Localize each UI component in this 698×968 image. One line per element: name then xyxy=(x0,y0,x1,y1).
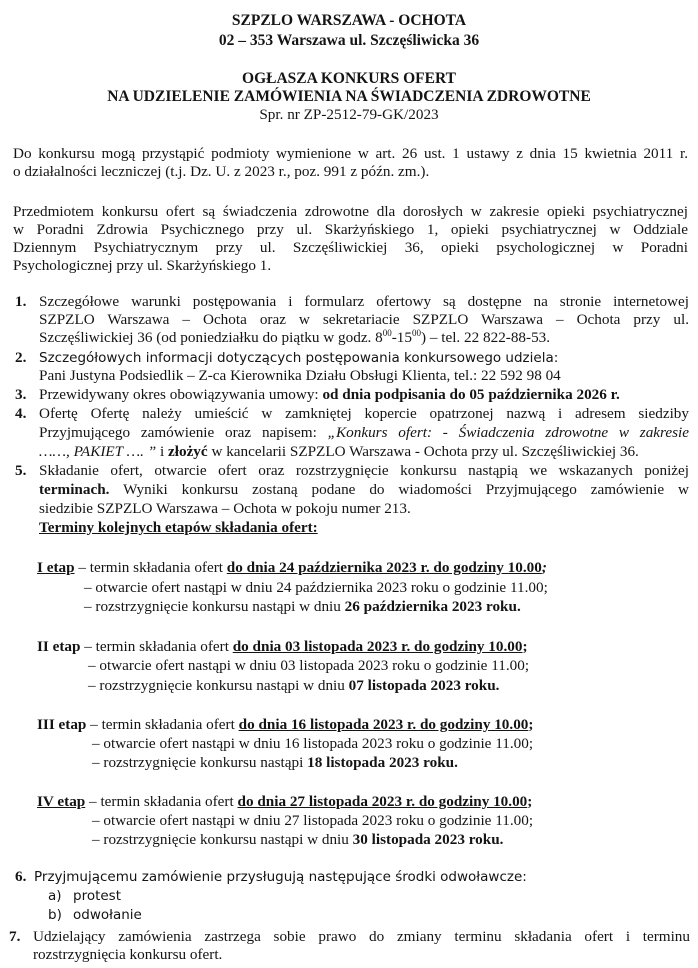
results-text: Wyniki konkursu zostaną podane do wiadomości Przyjmującego zamówienie w xyxy=(109,481,689,498)
stage-punct: ; xyxy=(527,793,533,810)
hours-text: Szczęśliwickiej 36 (od poniedziałku do piątku w godz. 8 xyxy=(39,329,383,346)
stage-text: – rozstrzygnięcie konkursu nastąpi xyxy=(92,754,308,771)
stage-2-opening: – otwarcie ofert nastąpi w dniu 03 listopada 2023 roku o godzinie 11.00; xyxy=(88,657,530,674)
stage-result-date: 26 października 2023 roku. xyxy=(344,598,521,615)
stage-4-result xyxy=(92,831,503,849)
stage-3-result xyxy=(92,754,458,772)
intro-line: o działalności leczniczej (t.j. Dz. U. z 2023 r., poz. 991 z późn. zm.). xyxy=(13,163,430,180)
stage-tag: III etap xyxy=(37,716,87,733)
contract-period-label: Przewidywany okres obowiązywania umowy: xyxy=(39,386,323,403)
remedy-label: a) xyxy=(48,888,62,904)
phone-text: ) – tel. 22 822-88-53. xyxy=(421,329,551,346)
stage-text: – termin składania ofert xyxy=(85,793,238,810)
org-address: 02 – 353 Warszawa ul. Szczęśliwicka 36 xyxy=(218,32,480,49)
stage-result-date: 30 listopada 2023 roku. xyxy=(352,831,504,848)
announcement-title: OGŁASZA KONKURS OFERT xyxy=(242,70,456,87)
announcement-subtitle: NA UDZIELENIE ZAMÓWIENIA NA ŚWIADCZENIA ZDROWOTNE xyxy=(107,88,591,105)
subject-line: Dziennym Psychiatrycznym przy ul. Szczęśliwickiej 36, opieki psychologicznej w Poradni xyxy=(13,239,688,256)
stage-2-result xyxy=(88,677,499,695)
item-line: Szczegółowych informacji dotyczących postępowania konkursowego udziela: xyxy=(39,350,559,366)
item-line xyxy=(39,443,689,461)
hours-sup: 00 xyxy=(382,327,392,338)
remedy-item: odwołanie xyxy=(73,907,142,923)
subject-line: w Poradni Zdrowia Psychicznego przy ul. Skarżyńskiego 1, opieki psychiatrycznej w Oddziale xyxy=(13,221,688,238)
stage-tag: IV etap xyxy=(37,793,86,810)
contract-period-value: od dnia podpisania do 05 października 2026 r. xyxy=(322,386,620,403)
stage-text: – rozstrzygnięcie konkursu nastąpi w dniu xyxy=(84,598,345,615)
item-line: Ofertę Ofertę należy umieścić w zamkniętej kopercie opatrzonej nazwą i adresem siedziby xyxy=(39,405,689,422)
hours-sup: 00 xyxy=(412,327,421,338)
stage-1-opening: – otwarcie ofert nastąpi w dniu 24 października 2023 roku o godzinie 11.00; xyxy=(84,579,548,596)
stage-deadline: do dnia 24 października 2023 r. do godziny 10.00 xyxy=(226,559,542,576)
remedy-item: protest xyxy=(73,888,122,904)
stage-punct: ; xyxy=(541,559,547,576)
stage-4-deadline xyxy=(37,793,532,811)
hours-text: -15 xyxy=(391,329,412,346)
subject-line: Przedmiotem konkursu ofert są świadczenia zdrowotne dla dorosłych w zakresie opieki psychiatrycznej xyxy=(13,203,688,220)
remedy-label: b) xyxy=(48,907,62,923)
reference-number: Spr. nr ZP-2512-79-GK/2023 xyxy=(259,106,439,123)
stage-text: – termin składania ofert xyxy=(86,716,239,733)
stage-result-date: 18 listopada 2023 roku. xyxy=(307,754,458,771)
stage-1-deadline xyxy=(37,559,547,577)
stage-1-result xyxy=(84,598,521,616)
stage-text: – rozstrzygnięcie konkursu nastąpi w dniu xyxy=(88,677,349,694)
envelope-text: Przyjmującego zamówienie oraz napisem: xyxy=(39,424,328,441)
item-number: 2. xyxy=(15,349,27,366)
stage-tag: I etap xyxy=(37,559,75,576)
envelope-label: „Konkurs ofert: - Świadczenia zdrowotne w zakresie xyxy=(327,424,689,441)
item-line xyxy=(39,329,689,347)
stage-result-date: 07 listopada 2023 roku. xyxy=(348,677,500,694)
item-line: Szczegółowe warunki postępowania i formularz ofertowy są dostępne na stronie internetowej xyxy=(39,293,689,310)
stage-deadline: do dnia 16 listopada 2023 r. do godziny 10.00 xyxy=(238,716,529,733)
envelope-label: ……, PAKIET …. ” xyxy=(39,443,157,460)
item-number: 6. xyxy=(15,868,27,885)
item-line: siedzibie SZPZLO Warszawa – Ochota w pokoju numer 213. xyxy=(39,500,411,517)
item-number: 7. xyxy=(9,928,21,945)
stage-3-deadline xyxy=(37,716,533,734)
stage-punct: ; xyxy=(528,716,534,733)
subject-line: Psychologicznej przy ul. Skarżyńskiego 1. xyxy=(13,257,272,274)
stage-deadline: do dnia 03 listopada 2023 r. do godziny 10.00 xyxy=(232,638,523,655)
stage-4-opening: – otwarcie ofert nastąpi w dniu 27 listopada 2023 roku o godzinie 11.00; xyxy=(92,812,534,829)
envelope-text: i xyxy=(156,443,169,460)
reservation-line: rozstrzygnięcia konkursu ofert. xyxy=(33,946,223,963)
terms-heading: Terminy kolejnych etapów składania ofert: xyxy=(39,519,318,536)
remedies-intro: Przyjmującemu zamówienie przysługują następujące środki odwoławcze: xyxy=(34,869,527,885)
item-number: 1. xyxy=(15,293,27,310)
item-line xyxy=(39,424,689,442)
envelope-text: w kancelarii SZPZLO Warszawa - Ochota przy ul. Szczęśliwickiej 36. xyxy=(207,443,639,460)
item-line: Składanie ofert, otwarcie ofert oraz rozstrzygnięcie konkursu nastąpią we wskazanych poniżej xyxy=(39,462,689,479)
submit-word: złożyć xyxy=(168,443,208,460)
item-number: 3. xyxy=(15,386,27,403)
item-line: SZPZLO Warszawa – Ochota oraz w sekretariacie SZPZLO Warszawa – Ochota przy ul. xyxy=(39,311,689,328)
stage-3-opening: – otwarcie ofert nastąpi w dniu 16 listopada 2023 roku o godzinie 11.00; xyxy=(92,735,534,752)
stage-punct: ; xyxy=(522,638,528,655)
intro-line: Do konkursu mogą przystąpić podmioty wymienione w art. 26 ust. 1 ustawy z dnia 15 kwietnia 2011 r. xyxy=(13,145,688,162)
item-number: 4. xyxy=(15,405,27,422)
terms-word: terminach. xyxy=(39,481,110,498)
reservation-line: Udzielający zamówienia zastrzega sobie prawo do zmiany terminu składania ofert i terminu xyxy=(33,928,690,945)
contract-period xyxy=(39,386,620,404)
contact-person: Pani Justyna Podsiedlik – Z-ca Kierownika Działu Obsługi Klienta, tel.: 22 592 98 04 xyxy=(39,367,561,384)
stage-text: – termin składania ofert xyxy=(74,559,227,576)
org-name: SZPZLO WARSZAWA - OCHOTA xyxy=(231,12,467,29)
stage-2-deadline xyxy=(37,638,528,656)
stage-tag: II etap xyxy=(37,638,81,655)
stage-deadline: do dnia 27 listopada 2023 r. do godziny 10.00 xyxy=(237,793,528,810)
item-number: 5. xyxy=(15,462,27,479)
stage-text: – rozstrzygnięcie konkursu nastąpi w dniu xyxy=(92,831,353,848)
stage-text: – termin składania ofert xyxy=(80,638,233,655)
item-line xyxy=(39,481,689,499)
